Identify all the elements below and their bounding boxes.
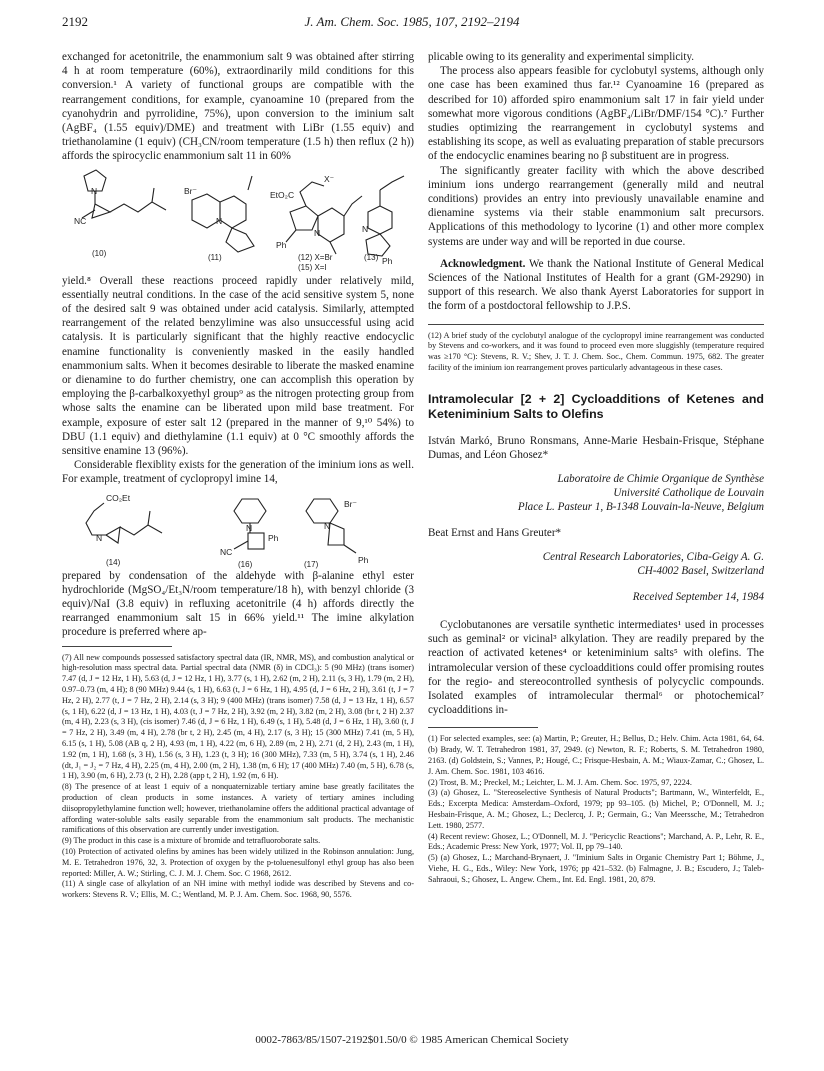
- atom-label: N: [246, 522, 253, 533]
- paragraph: The process also appears feasible for cyclobutyl systems, although only one case has been examined thus far.¹² Cyanoamine 16 (prepared as described for 10) afforded spiro enammonium salt 17 in fair yield under somewhat more vigorous conditions (AgBF₄/LiBr/DMF/154 °C).⁷ Further studies optimizing the rearrangement in cyclobutyl systems and establishing its scope, as well as evaluating preparation of stable precursors of the endocyclic enamines bearing no β substituent are in progress.: [428, 65, 764, 163]
- atom-label: Br⁻: [344, 498, 357, 509]
- acknowledgment-heading: Acknowledgment.: [440, 257, 526, 270]
- atom-label: Ph: [268, 532, 279, 543]
- chemical-structures-10-13: [62, 164, 414, 274]
- atom-label: EtO₂C: [270, 189, 295, 200]
- structure-row-1: [62, 164, 414, 274]
- atom-label: CO₂Et: [106, 492, 131, 503]
- reference: (2) Trost, B. M.; Preckel, M.; Leichter, L. M. J. Am. Chem. Soc. 1975, 97, 2224.: [428, 777, 692, 787]
- footnote-rule: [62, 646, 172, 647]
- compound-label: (11): [208, 252, 222, 262]
- reference: (4) Recent review: Ghosez, L.; O'Donnell, M. J. "Pericyclic Reactions"; Marchand, A. P., Lehr, R. E., Eds.; Academic Press: New York, 1977; Vol. II, pp 79–140.: [428, 831, 764, 852]
- atom-label: N: [324, 520, 331, 531]
- affiliation-line: Place L. Pasteur 1, B-1348 Louvain-la-Neuve, Belgium: [517, 500, 764, 513]
- reference: (1) For selected examples, see: (a) Martin, P.; Greuter, H.; Bellus, D.; Helv. Chim. Acta 1981, 64, 64. (b) Brady, W. T. Tetrahedron 1981, 37, 2949. (c) Newton, R. F.; Roberts, S. M. Tetrahedron 1980, 2163. (d) Goldstein, S.; Vannes, P.; Hougé, C.; Frisque-Hesbain, A. M.; Wiaux-Zamar, C.; Ghosez, L. J. Am. Chem. Soc. 1981, 103 4616.: [428, 734, 764, 776]
- compound-label: (12) X=Br: [298, 252, 333, 262]
- atom-label: NC: [220, 546, 233, 557]
- article-title: Intramolecular [2 + 2] Cycloadditions of Ketenes and Keteniminium Salts to Olefins: [428, 391, 764, 421]
- affiliation: [428, 550, 764, 578]
- footnotes-left: [62, 653, 414, 901]
- acknowledgment-body: We thank the National Institute of General Medical Sciences of the National Institutes of Health for a grant (GM-29290) in support of this research. We also thank Ayerst Laboratories for support in the form of a postdoctoral fellowship to J.P.S.: [428, 257, 764, 313]
- atom-label: N: [216, 215, 223, 226]
- compound-label: (14): [106, 557, 121, 567]
- affiliation-line: Central Research Laboratories, Ciba-Geigy A. G.: [542, 550, 764, 563]
- atom-label: NC: [74, 215, 87, 226]
- atom-label: X⁻: [324, 173, 335, 184]
- author-list: István Markó, Bruno Ronsmans, Anne-Marie Hesbain-Frisque, Stéphane Dumas, and Léon Ghosez*: [428, 434, 764, 461]
- footnote-rule: [428, 324, 764, 325]
- footnote: (11) A single case of alkylation of an NH imine with methyl iodide was described by Stevens and co-workers: Stevens R. V.; Ellis, M. C.; Wentland, M. P. J. Am. Chem. Soc. 1968, 90, 5576.: [62, 879, 414, 900]
- received-date: Received September 14, 1984: [632, 590, 764, 603]
- footnote: (7) All new compounds possessed satisfactory spectral data (IR, NMR, MS), and combustion analytical or high-resolution mass spectral data. Partial spectral data (NMR (δ) in CDCl₃): 5 (90 MHz) (trans isomer) 7.47 (d, J = 12 Hz, 1 H), 5.63 (d, J = 12 Hz, 1 H), 3.77 (s, 1 H), 2.62 (m, 2 H), 2.11 (s, 3 H), 1.79 (m, 2 H), 0.97–0.73 (m, 4 H); 8 (90 MHz) 9.44 (s, 1 H), 6.63 (t, J = 6 Hz, 1 H), 4.95 (d, J = 6 Hz, 2 H), 3.61 (t, J = 7 Hz, 2 H), 2.77 (t, J = 7 Hz, 2 H), 2.14 (s, 3 H); 9 (400 MHz) (trans isomer) 7.58 (d, J = 13 Hz, 1 H), 6.57 (s, 1 H), 6.22 (d, J = 13 Hz, 1 H), 4.03 (t, J = 7 Hz, 2 H), 3.92 (m, 2 H), 3.82 (m, 2 H), 3.08 (br t, 2 H) 2.37 (m, 4 H), 2.23 (s, 3 H), (cis isomer) 7.46 (d, J = 6 Hz, 1 H), 6.49 (s, 1 H), 5.48 (d, J = 6 Hz, 1 H), 3.60 (t, J = 7 Hz, 2 H), 3.49 (m, 4 H), 2.78 (br t, 2 H), 2.45 (m, 4 H), 2.17 (s, 3 H); 15 (300 MHz) 7.41 (m, 5 H), 6.15 (s, 1 H), 5.08 (AB q, 2 H), 4.93 (m, 1 H), 4.22 (m, 6 H), 2.89 (m, 2 H), 2.71 (d, 2 H), 2.43 (m, 1 H), 1.92 (m, 1 H), 1.68 (s, 3 H), 1.56 (s, 3 H), 1.23 (t, 3 H); 16 (300 MHz), 7.33 (m, 5 H), 3.74 (s, 1 H), 2.46 (dt, J₁ = J₂ = 7 Hz, 4 H), 2.25 (m, 4 H), 2.00 (m, 2 H), 1.38 (m, 6 H); 17 (400 MHz) 7.40 (m, 5 H), 6.78 (s, 1 H), 3.90 (m, 6 H), 2.73 (t, 2 H), 2.28 (app t, 2 H), 1.92 (m, 6 H).: [62, 652, 414, 781]
- compound-label: (16): [238, 559, 253, 569]
- journal-citation: J. Am. Chem. Soc. 1985, 107, 2192–2194: [304, 14, 520, 29]
- atom-label: Ph: [358, 554, 369, 565]
- affiliation-line: CH-4002 Basel, Switzerland: [637, 564, 764, 577]
- atom-label: N: [91, 185, 98, 196]
- author-list: Beat Ernst and Hans Greuter*: [428, 526, 562, 539]
- references: [428, 734, 764, 885]
- reference: (3) (a) Ghosez, L. "Stereoselective Synthesis of Natural Products"; Bartmann, W., Winterfeldt, E., Eds.; Excerpta Medica: Amsterdam–Oxford, 1979; pp 93–105. (b) Michel, P.; O'Donnell, M. J.; Hesbain-Frisque, A. M.; Ghosez, L.; Declercq, J. P.; Germain, G.; Van Meerssche, M.; Tetrahedron Lett. 1980, 2577.: [428, 788, 764, 830]
- atom-label: Ph: [276, 239, 287, 250]
- structure-row-2: [62, 487, 414, 569]
- affiliation-line: Laboratoire de Chimie Organique de Synthèse: [557, 472, 764, 485]
- compound-label: (17): [304, 559, 319, 569]
- paragraph: prepared by condensation of the aldehyde with β-alanine ethyl ester hydrochloride (MgSO₄/Et₃N/room temperature/18 h), with benzyl chloride (3 equiv)/NaI (3.8 equiv) in refluxing acetonitrile (4 h) affords directly the rearranged enammonium salt 15 in 66% yield.¹¹ The imine alkylation procedure is preferred where ap-: [62, 569, 414, 639]
- compound-label: (15) X=I: [298, 262, 327, 272]
- paragraph: yield.⁸ Overall these reactions proceed rapidly under relatively mild, essentially neutral conditions. In the case of the acid sensitive system 5, none of the desired salt 9 was obtained under acid catalysis. Similarly, attempted rearrangement of the related benzylimine was also unsuccessful using acid catalysis. It is particularly significant that the highly reactive endocyclic enamine functionality is conveniently masked in the easily handled enammonium salts. When it becomes desirable to liberate the masked enamine or dienamine to do further chemistry, one can accomplish this operation by employing the β-carbalkoxyethyl group⁹ as the nitrogen protecting group from whose salts the enamine can be liberated upon mild base treatment. For example, exposure of ester salt 12 (prepared in the manner of 9,¹⁰ 54%) to DBU (1.1 equiv) and diethylamine (1.1 equiv) at 0 °C smoothly affords the sensitive enamine 13 (96%).: [62, 274, 414, 458]
- reference: (5) (a) Ghosez, L.; Marchand-Brynaert, J. "Iminium Salts in Organic Chemistry Part 1; Böhme, J., Viehe, H. G., Eds., Wiley: New York, 1976; pp 421–532. (b) Falmagne, J. B.; Escudero, J.; Taleb-Sahraoui, S.; Ghosez, L. Angew. Chem., Int. Ed. Engl. 1981, 20, 879.: [428, 853, 764, 884]
- footnote: (10) Protection of activated olefins by amines has been widely utilized in the Robinson annulation: Jung, M. E. Tetrahedron 1976, 32, 3. Protection of oxygen by the p-toluenesulfonyl ethyl group has also been reported: Miller, A. W.; Stirling, C. J. M. J. Chem. Soc. C 1968, 2612.: [62, 847, 414, 878]
- atom-label: Br⁻: [184, 185, 197, 196]
- chemical-structures-14-17: [62, 487, 414, 569]
- atom-label: N: [314, 227, 321, 238]
- atom-label: N: [362, 223, 369, 234]
- footnote: (9) The product in this case is a mixture of bromide and tetrafluoroborate salts.: [62, 836, 321, 846]
- page-footer: 0002-7863/85/1507-2192$01.50/0 © 1985 American Chemical Society: [255, 1034, 569, 1046]
- acknowledgment: [428, 257, 764, 314]
- compound-label: (10): [92, 248, 107, 258]
- atom-label: Ph: [382, 255, 393, 266]
- paragraph: Cyclobutanones are versatile synthetic intermediates¹ used in processes such as geminal² or vicinal³ alkylation. They are readily prepared by the reaction of activated ketenes⁴ or keteniminium salts⁵ with olefins. The intramolecular version of these cycloadditions could offer promising routes for the regio- and stereocontrolled synthesis of polycyclic compounds. Isolated examples of intramolecular thermal⁶ or photochemical⁷ cycloadditions in-: [428, 619, 764, 717]
- page-number: 2192: [62, 14, 88, 29]
- footnote-rule: [428, 727, 538, 728]
- footnote: (8) The presence of at least 1 equiv of a nonquaternizable tertiary amine base greatly facilitates the production of clean products in some instances. A variety of tertiary amines including diisopropylethylamine function well; however, triethanolamine offers the additional practical advantage of affording water-soluble salts easily separable from the enammonium salt products. The mechanistic ramifications of this observation are currently under investigation.: [62, 782, 414, 835]
- paragraph: Considerable flexiblity exists for the generation of the iminium ions as well. For example, treatment of cyclopropyl imine 14,: [62, 459, 414, 486]
- paragraph: The significantly greater facility with which the above described iminium ions undergo rearrangement (generally mild and neutral conditions) provides an entry into previously unavailable enamine and dienamine systems via their stable enammonium salt precursors. Applications of this methodology to lycorine (1) and other more complex systems are under way and will be reported in due course.: [428, 164, 764, 248]
- footnote: (12) A brief study of the cyclobutyl analogue of the cyclopropyl imine rearrangement was conducted by Stevens and co-workers, and it was found to proceed even more sluggishly (temperature required was ≥170 °C): Stevens, R. V.; Shev, J. T. J. Chem. Soc., Chem. Commun. 1975, 682. The greater facility of the iminium ion rearrangement proves particularly advantageous in these cases.: [428, 330, 764, 373]
- compound-label: (13): [364, 252, 379, 262]
- affiliation-line: Université Catholique de Louvain: [613, 486, 764, 499]
- right-column: [428, 50, 764, 886]
- paragraph-continued: exchanged for acetonitrile, the enammonium salt 9 was obtained after stirring 4 h at room temperature (60%), extraordinarily mild conditions for this conversion.¹ A variety of functional groups are compatible with the rearrangement conditions, for example, cyanoamine 10 (prepared from the cyanohydrin and pyrrolidine, 75%), upon conversion to the iminium salt (AgBF₄ (1.55 equiv)/DME) and treatment with LiBr (1.55 equiv) and triethanolamine (1 equiv) (CH₃CN/room temperature (1.5 h) then reflux (2 h)) affords the spirocyclic enammonium salt 11 in 60%: [62, 51, 414, 163]
- affiliation: [428, 472, 764, 514]
- left-column: [62, 50, 414, 901]
- page-header: [62, 14, 762, 36]
- atom-label: N: [96, 532, 103, 543]
- paragraph-continued: plicable owing to its generality and experimental simplicity.: [428, 51, 695, 63]
